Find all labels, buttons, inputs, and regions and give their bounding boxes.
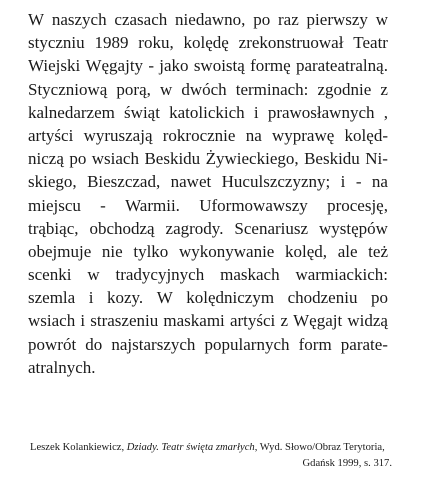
word: Huculszczyzny; (221, 172, 331, 192)
word: zagrody. (165, 218, 224, 238)
word: straszeniu (90, 311, 159, 331)
word: procesję, (327, 195, 388, 215)
word: , (383, 102, 388, 122)
word: formę (250, 56, 291, 76)
word: Węgajty (85, 56, 144, 76)
word: maskach (220, 265, 280, 285)
paragraph-line (28, 78, 388, 101)
word: naszych (51, 10, 107, 29)
word: powrót (28, 334, 77, 354)
word: na (371, 172, 388, 192)
word: atralnych. (28, 357, 96, 377)
word: kolędę (183, 33, 229, 53)
word: warmiackich: (295, 265, 388, 285)
word: wsiach (91, 149, 139, 169)
word: wyruszają (83, 125, 153, 145)
word: Teatr (353, 33, 388, 53)
word: kalnedarzem (28, 102, 115, 122)
word: jako (159, 56, 189, 76)
citation-line-2 (20, 456, 392, 472)
word: dwóch (181, 79, 227, 99)
word: swoistą (193, 56, 245, 76)
quoted-paragraph (28, 8, 388, 379)
citation-author: Leszek Kolankiewicz, (30, 442, 127, 453)
word: popularnych (204, 334, 290, 354)
paragraph-line (28, 263, 388, 286)
word: nawet (170, 172, 212, 192)
word: Styczniową (28, 79, 108, 99)
paragraph-line (28, 217, 388, 240)
word: styczniu (28, 33, 85, 53)
citation-publisher: , Wyd. Słowo/Obraz Terytoria, (254, 442, 385, 453)
word: roku, (138, 33, 174, 53)
word: parateatralną. (295, 56, 388, 76)
paragraph-line (28, 31, 388, 54)
word: kolędniczym (186, 288, 275, 308)
word: pierwszy (306, 10, 368, 29)
word: obchodzą (89, 218, 155, 238)
word: w (375, 10, 388, 29)
paragraph-line (28, 124, 388, 147)
word: terminach: (235, 79, 309, 99)
word: scenki (28, 265, 72, 285)
paragraph-line (28, 286, 388, 309)
word: na (245, 125, 262, 145)
word: i (253, 102, 259, 122)
word: zgodnie (317, 79, 372, 99)
citation-title: Dziady. Teatr święta zmarłych (126, 442, 255, 453)
paragraph-line (28, 54, 388, 77)
word: niedawno, (175, 10, 246, 29)
word: Bieszczad, (87, 172, 161, 192)
paragraph-line (28, 333, 388, 356)
word: Wiejski (28, 56, 81, 76)
paragraph-line (28, 101, 388, 124)
word: w (159, 79, 173, 99)
paragraph-line (28, 147, 388, 170)
paragraph-line (28, 240, 388, 263)
word: tradycyjnych (115, 265, 205, 285)
word: raz (277, 10, 299, 29)
word: Ni- (365, 149, 388, 169)
word: i (80, 311, 86, 331)
word: i (88, 288, 94, 308)
word: artyści (28, 125, 74, 145)
word: i (340, 172, 346, 192)
word: chodzeniu (287, 288, 358, 308)
word: 1989 (94, 33, 129, 53)
word: tylko (133, 241, 169, 261)
word: porą, (116, 79, 151, 99)
word: - (355, 172, 362, 192)
word: rokrocznie (162, 125, 236, 145)
word: form (298, 334, 332, 354)
word: po (69, 149, 87, 169)
word: Węgajt (293, 311, 343, 331)
word: zrekonstruował (238, 33, 344, 53)
paragraph-line (28, 194, 388, 217)
word: Żywieckiego, (205, 149, 299, 169)
word: Scenariusz (234, 218, 309, 238)
word: najstarszych (111, 334, 196, 354)
citation-place-year-page: Gdańsk 1999, s. 317. (302, 458, 392, 469)
word: parate- (340, 334, 388, 354)
word: - (148, 56, 154, 76)
word: występów (319, 218, 388, 238)
word: artyści (229, 311, 276, 331)
word: Uformowawszy (199, 195, 308, 215)
word: do (85, 334, 103, 354)
word: W (28, 10, 45, 29)
word: kolęd, (285, 241, 328, 261)
word: katolickich (169, 102, 245, 122)
paragraph-line (28, 309, 388, 332)
word: w (87, 265, 100, 285)
word: maskami (163, 311, 225, 331)
word: wyprawę (271, 125, 335, 145)
word: nie (101, 241, 123, 261)
word: niczą (28, 149, 64, 169)
word: trąbiąc, (28, 218, 79, 238)
word: też (368, 241, 388, 261)
word: W (156, 288, 173, 308)
word: czasach (114, 10, 168, 29)
word: z (380, 79, 388, 99)
word: wykonywanie (178, 241, 275, 261)
word: po (253, 10, 271, 29)
word: Beskidu (304, 149, 360, 169)
paragraph-line (28, 356, 388, 379)
word: skiego, (28, 172, 77, 192)
word: świąt (124, 102, 160, 122)
word: Beskidu (144, 149, 201, 169)
word: prawosławnych (267, 102, 375, 122)
word: kozy. (106, 288, 144, 308)
paragraph-line (28, 170, 388, 193)
word: z (280, 311, 288, 331)
word: miejscu (28, 195, 81, 215)
word: szemla (28, 288, 76, 308)
word: ale (337, 241, 358, 261)
citation (20, 440, 392, 472)
word: wsiach (28, 311, 76, 331)
citation-line-1 (20, 440, 392, 456)
word: Warmii. (125, 195, 180, 215)
paragraph-line (28, 8, 388, 31)
word: obejmuje (28, 241, 92, 261)
word: po (370, 288, 388, 308)
word: widzą (347, 311, 388, 331)
word: kolęd- (344, 125, 388, 145)
word: - (100, 195, 106, 215)
